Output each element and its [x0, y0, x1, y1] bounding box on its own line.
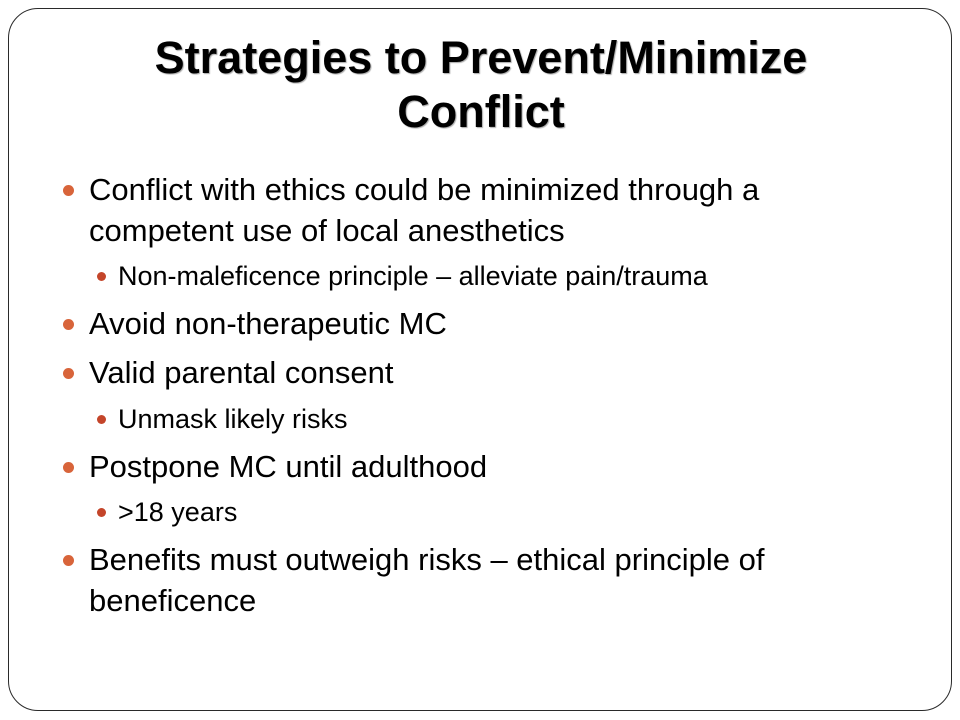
bullet-text: Avoid non-therapeutic MC [89, 306, 447, 341]
sub-bullet-item [118, 495, 878, 529]
bullet-list [9, 9, 953, 712]
bullet-dot-icon [63, 368, 74, 379]
slide [8, 8, 952, 711]
slide-title-line-1: Strategies to Prevent/Minimize [154, 32, 808, 83]
sub-bullet-dot-icon [97, 272, 106, 281]
bullet-item [89, 303, 869, 344]
bullet-dot-icon [63, 462, 74, 473]
bullet-text: Conflict with ethics could be minimized through a competent use of local anesthetics [89, 172, 760, 248]
bullet-text: Valid parental consent [89, 355, 394, 390]
sub-bullet-text: Non-maleficence principle – alleviate pain/trauma [118, 261, 708, 291]
bullet-dot-icon [63, 185, 74, 196]
bullet-item [89, 539, 869, 621]
sub-bullet-dot-icon [97, 508, 106, 517]
sub-bullet-dot-icon [97, 415, 106, 424]
bullet-text: Benefits must outweigh risks – ethical principle of beneficence [89, 542, 765, 618]
sub-bullet-text: >18 years [118, 497, 238, 527]
bullet-dot-icon [63, 555, 74, 566]
sub-bullet-text: Unmask likely risks [118, 404, 348, 434]
bullet-item [89, 352, 869, 393]
bullet-item [89, 446, 869, 487]
bullet-item [89, 169, 869, 251]
slide-title-line-2: Conflict [397, 86, 565, 137]
bullet-text: Postpone MC until adulthood [89, 449, 488, 484]
sub-bullet-item [118, 402, 878, 436]
bullet-dot-icon [63, 319, 74, 330]
sub-bullet-item [118, 259, 878, 293]
